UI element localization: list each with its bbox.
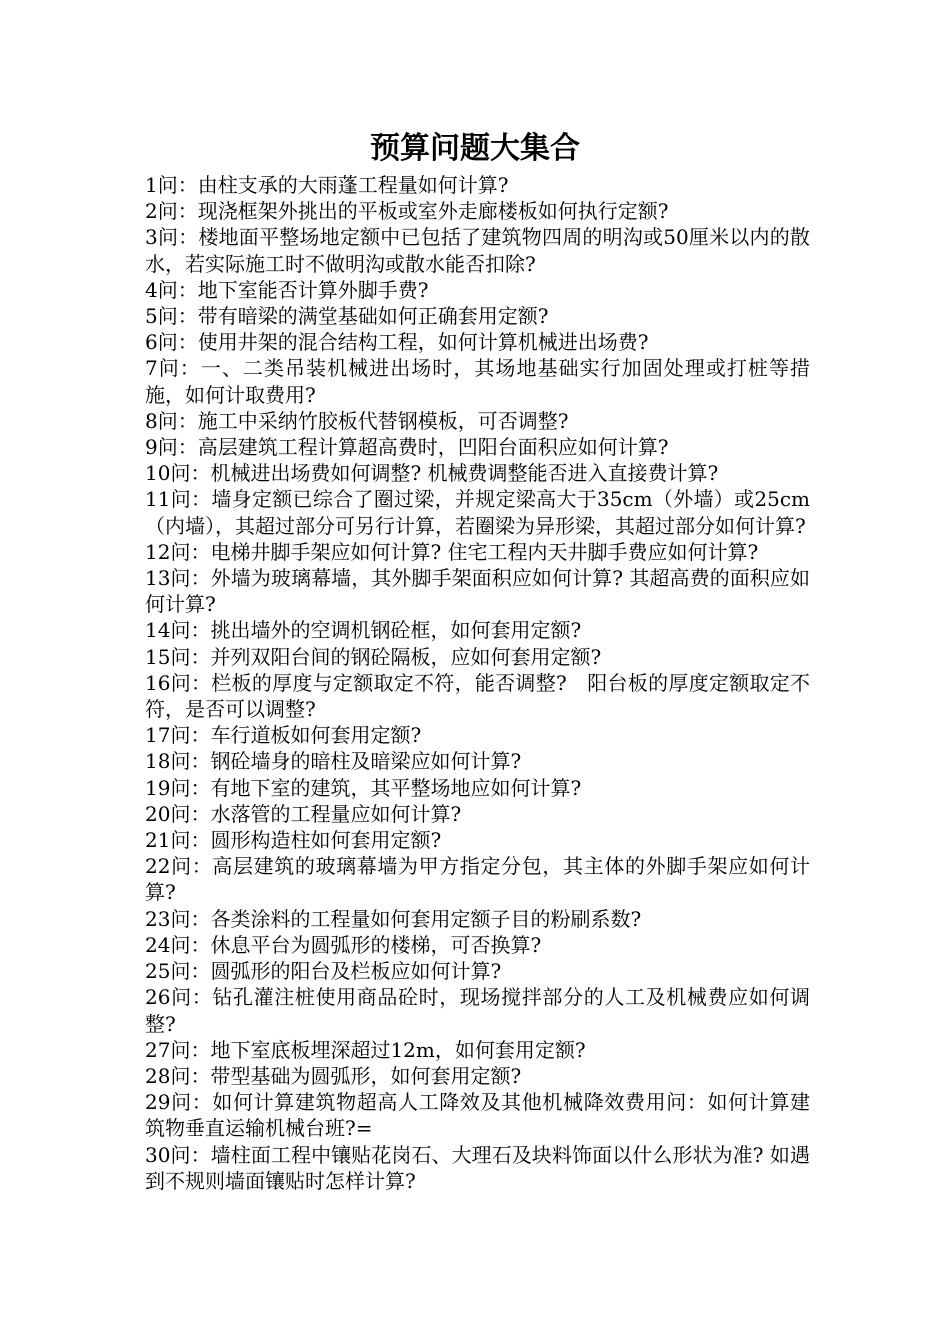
- question-item-14: 14问：挑出墙外的空调机钢砼框，如何套用定额?: [145, 618, 582, 643]
- question-item-13: 13问：外墙为玻璃幕墙，其外脚手架面积应如何计算? 其超高费的面积应如何计算?: [145, 566, 810, 617]
- question-item-12: 12问：电梯井脚手架应如何计算? 住宅工程内天井脚手费应如何计算?: [145, 539, 759, 564]
- document-title: 预算问题大集合: [370, 131, 580, 166]
- question-item-4: 4问：地下室能否计算外脚手费?: [145, 277, 429, 302]
- question-item-3: 3问：楼地面平整场地定额中已包括了建筑物四周的明沟或50厘米以内的散水，若实际施工时不做明沟或散水能否扣除?: [145, 225, 810, 276]
- question-item-23: 23问：各类涂料的工程量如何套用定额子目的粉刷系数?: [145, 906, 642, 931]
- question-item-15: 15问：并列双阳台间的钢砼隔板，应如何套用定额?: [145, 644, 602, 669]
- question-item-10: 10问：机械进出场费如何调整? 机械费调整能否进入直接费计算?: [145, 461, 719, 486]
- question-item-25: 25问：圆弧形的阳台及栏板应如何计算?: [145, 959, 502, 984]
- question-item-17: 17问：车行道板如何套用定额?: [145, 723, 422, 748]
- question-item-5: 5问：带有暗梁的满堂基础如何正确套用定额?: [145, 304, 549, 329]
- question-item-11: 11问：墙身定额已综合了圈过梁，并规定梁高大于35cm（外墙）或25cm（内墙），其超过部分可另行计算，若圈梁为异形梁，其超过部分如何计算?: [145, 487, 810, 538]
- question-item-1: 1问：由柱支承的大雨蓬工程量如何计算?: [145, 173, 509, 197]
- question-item-16: 16问：栏板的厚度与定额取定不符，能否调整? 阳台板的厚度定额取定不符，是否可以调整?: [145, 670, 810, 722]
- question-item-9: 9问：高层建筑工程计算超高费时，凹阳台面积应如何计算?: [145, 435, 669, 460]
- question-item-26: 26问：钻孔灌注桩使用商品砼时，现场搅拌部分的人工及机械费应如何调整?: [145, 985, 810, 1036]
- question-item-6: 6问：使用井架的混合结构工程，如何计算机械进出场费?: [145, 330, 649, 355]
- question-item-7: 7问：一、二类吊装机械进出场时，其场地基础实行加固处理或打桩等措施，如何计取费用?: [145, 356, 810, 407]
- question-item-27: 27问：地下室底板埋深超过12m，如何套用定额?: [145, 1037, 586, 1062]
- question-item-22: 22问：高层建筑的玻璃幕墙为甲方指定分包，其主体的外脚手架应如何计算?: [145, 854, 810, 905]
- question-item-19: 19问：有地下室的建筑，其平整场地应如何计算?: [145, 775, 582, 800]
- question-item-30: 30问：墙柱面工程中镶贴花岗石、大理石及块料饰面以什么形状为准? 如遇到不规则墙面镶贴时怎样计算?: [145, 1142, 810, 1193]
- question-item-18: 18问：钢砼墙身的暗柱及暗梁应如何计算?: [145, 749, 522, 774]
- question-item-8: 8问：施工中采纳竹胶板代替钢模板，可否调整?: [145, 408, 569, 433]
- question-item-28: 28问：带型基础为圆弧形，如何套用定额?: [145, 1063, 522, 1088]
- question-item-29: 29问：如何计算建筑物超高人工降效及其他机械降效费用问：如何计算建筑物垂直运输机械台班?=: [145, 1090, 810, 1141]
- question-item-24: 24问：休息平台为圆弧形的楼梯，可否换算?: [145, 932, 542, 957]
- question-list: [145, 172, 810, 1194]
- question-item-20: 20问：水落管的工程量应如何计算?: [145, 801, 462, 826]
- question-item-2: 2问：现浇框架外挑出的平板或室外走廊楼板如何执行定额?: [145, 199, 669, 224]
- question-item-21: 21问：圆形构造柱如何套用定额?: [145, 828, 442, 853]
